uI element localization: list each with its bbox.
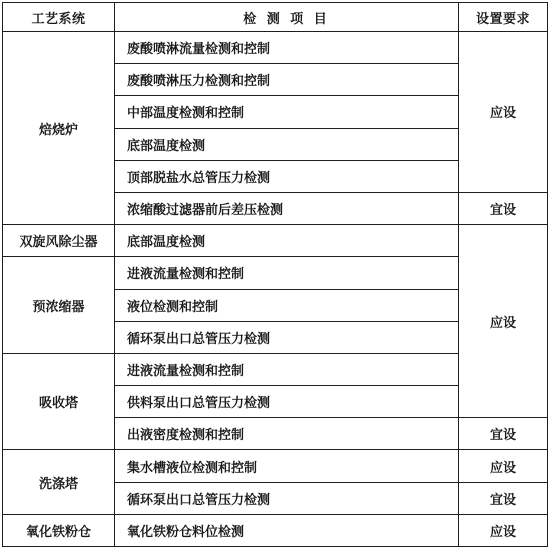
requirement-cell: 宜设 — [459, 192, 548, 224]
system-cell: 双旋风除尘器 — [3, 225, 115, 257]
header-items: 检 测 项 目 — [115, 3, 459, 32]
table-row — [3, 32, 548, 64]
item-cell: 循环泵出口总管压力检测 — [115, 482, 459, 514]
item-cell: 液位检测和控制 — [115, 289, 459, 321]
item-cell: 底部温度检测 — [115, 225, 459, 257]
item-cell: 氧化铁粉仓料位检测 — [115, 514, 459, 546]
header-system: 工艺系统 — [3, 3, 115, 32]
header-row — [3, 3, 548, 32]
header-requirement: 设置要求 — [459, 3, 548, 32]
requirement-cell: 应设 — [459, 514, 548, 546]
system-cell: 洗涤塔 — [3, 450, 115, 514]
item-cell: 浓缩酸过滤器前后差压检测 — [115, 192, 459, 224]
system-cell: 预浓缩器 — [3, 257, 115, 354]
item-cell: 进液流量检测和控制 — [115, 257, 459, 289]
item-cell: 供料泵出口总管压力检测 — [115, 386, 459, 418]
system-cell: 吸收塔 — [3, 353, 115, 450]
item-cell: 出液密度检测和控制 — [115, 418, 459, 450]
system-cell: 氧化铁粉仓 — [3, 514, 115, 546]
requirement-cell: 应设 — [459, 450, 548, 482]
standards-table — [2, 2, 548, 547]
requirement-cell: 宜设 — [459, 482, 548, 514]
item-cell: 顶部脱盐水总管压力检测 — [115, 160, 459, 192]
item-cell: 循环泵出口总管压力检测 — [115, 321, 459, 353]
requirement-cell: 应设 — [459, 225, 548, 418]
item-cell: 中部温度检测和控制 — [115, 96, 459, 128]
table-row — [3, 225, 548, 257]
table-row — [3, 450, 548, 482]
item-cell: 集水槽液位检测和控制 — [115, 450, 459, 482]
requirement-cell: 应设 — [459, 32, 548, 193]
system-cell: 焙烧炉 — [3, 32, 115, 225]
item-cell: 废酸喷淋流量检测和控制 — [115, 32, 459, 64]
requirement-cell: 宜设 — [459, 418, 548, 450]
item-cell: 进液流量检测和控制 — [115, 353, 459, 385]
table-row — [3, 514, 548, 546]
item-cell: 底部温度检测 — [115, 128, 459, 160]
item-cell: 废酸喷淋压力检测和控制 — [115, 64, 459, 96]
